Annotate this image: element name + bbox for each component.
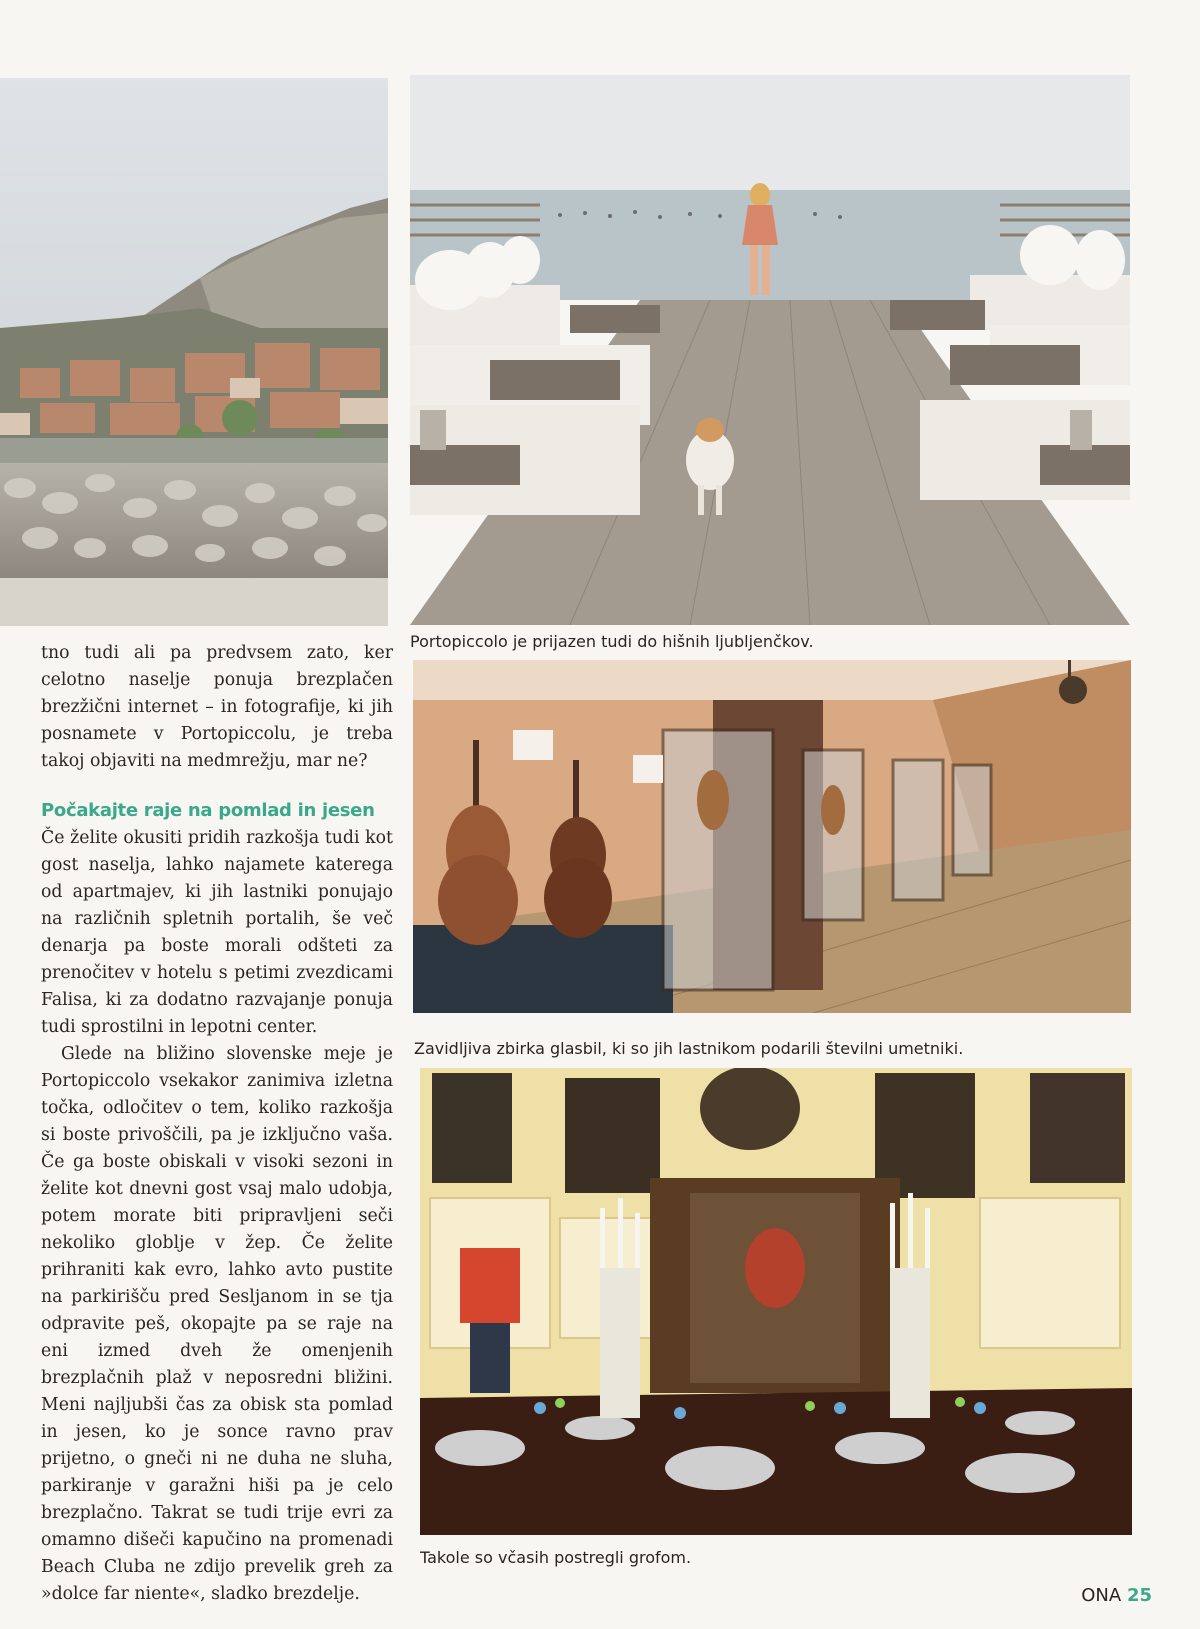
- article-paragraph: Če želite okusiti pridih razkošja tudi kot gost naselja, lahko najamete katerega od apartmajev, ki jih lastniki ponujajo na različnih spletnih portalih, še več denarja pa boste morali odšteti za prenočitev v hotelu s petimi zvezdicami Falisa, ki za dodatno razvajanje ponuja tudi sprostilni in lepotni center.: [41, 828, 393, 1037]
- article-column: [41, 640, 393, 1608]
- page-number: 25: [1126, 1585, 1152, 1606]
- caption-instruments: Zavidljiva zbirka glasbil, ki so jih lastnikom podarili številni umetniki.: [414, 1039, 964, 1058]
- page-folio: [1081, 1585, 1152, 1606]
- article-paragraph: Glede na bližino slovenske meje je Portopiccolo vsekakor zanimiva izletna točka, odločitev o tem, koliko razkošja si boste privoščili, pa je izključno vaša. Če ga boste obiskali v visoki sezoni in želite kot dnevni gost vsaj malo udobja, potem morate biti pripravljeni seči nekoliko globlje v žep. Če želite prihraniti kak evro, lahko avto pustite na parkirišču pred Sesljanom in se tja odpravite peš, okopajte pa se raje na eni izmed dveh že omenjenih brezplačnih plaž v neposredni bližini. Meni najljubši čas za obisk sta pomlad in jesen, ko je sonce ravno prav prijetno, o gneči ni ne duha ne sluha, parkiranje v garažni hiši pa je celo brezplačno. Takrat se tudi trije evri za omamno dišeči kapučino na promenadi Beach Cluba ne zdijo prevelik greh za »dolce far niente«, sladko brezdelje.: [41, 1044, 393, 1604]
- magazine-name: ONA: [1081, 1585, 1122, 1606]
- photo-dining-salon: [420, 1068, 1132, 1535]
- photo-instrument-collection: [413, 660, 1131, 1013]
- caption-dining: Takole so včasih postregli grofom.: [420, 1548, 692, 1567]
- photo-village-hillside: [0, 78, 388, 626]
- article-subheading: Počakajte raje na pomlad in jesen: [41, 800, 375, 821]
- article-intro-paragraph: tno tudi ali pa predvsem zato, ker celotno naselje ponuja brezplačen brezžični internet – in fotografije, ki jih posnamete v Portopiccolu, je treba takoj objaviti na medmrežju, mar ne?: [41, 643, 393, 771]
- photo-terrace-with-dog: [410, 75, 1130, 625]
- caption-terrace: Portopiccolo je prijazen tudi do hišnih ljubljenčkov.: [410, 632, 814, 651]
